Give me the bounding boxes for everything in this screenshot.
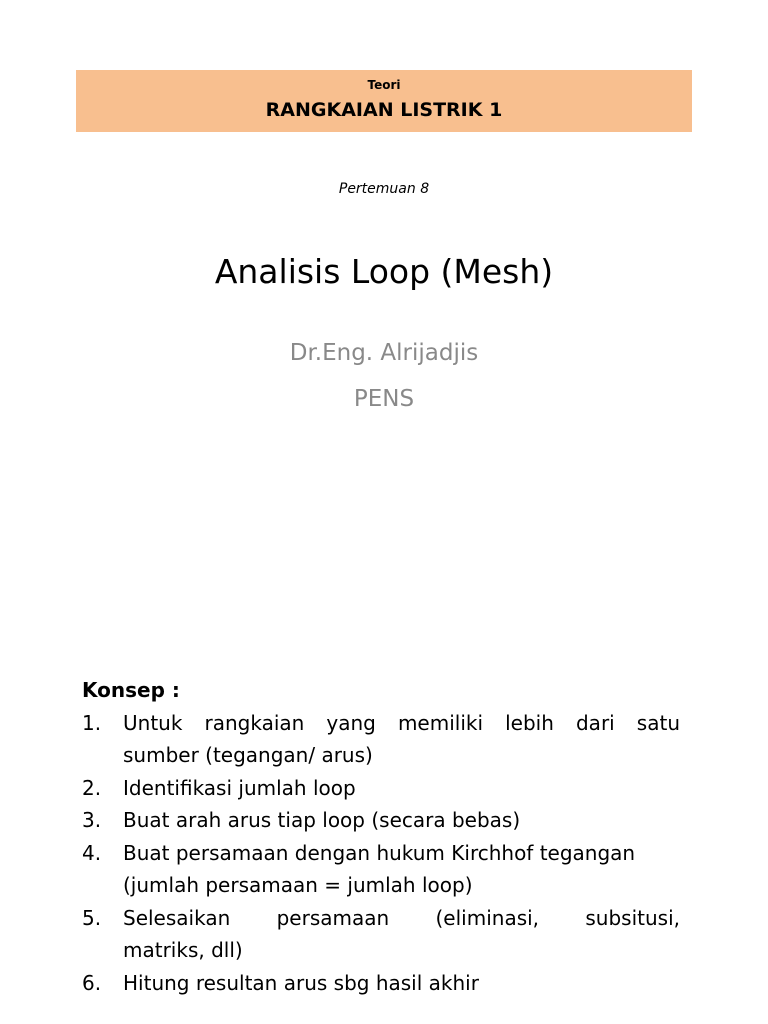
list-item-text <box>123 772 680 805</box>
list-item-line: Identifikasi jumlah loop <box>123 775 356 800</box>
header-title: RANGKAIAN LISTRIK 1 <box>265 99 503 121</box>
list-item-text <box>123 902 680 967</box>
list-item-line: sumber (tegangan/ arus) <box>123 743 373 767</box>
header-band <box>76 70 692 132</box>
list-item-number: 5. <box>82 905 102 930</box>
list-item <box>82 804 680 837</box>
concept-heading: Konsep : <box>82 678 180 702</box>
list-item-number: 6. <box>82 970 102 995</box>
list-item-text <box>123 967 680 1000</box>
concept-section <box>82 674 680 999</box>
list-item-line: (jumlah persamaan = jumlah loop) <box>123 873 473 897</box>
list-item-number: 3. <box>82 808 102 832</box>
list-item <box>82 772 680 805</box>
page-title: Analisis Loop (Mesh) <box>214 252 554 291</box>
list-item-line: Untuk rangkaian yang memiliki lebih dari satu <box>123 710 680 735</box>
list-item-line: Buat persamaan dengan hukum Kirchhof tegangan <box>123 840 636 865</box>
list-item-line: Buat arah arus tiap loop (secara bebas) <box>123 808 521 832</box>
header-subtitle: Teori <box>367 78 401 92</box>
institution-name: PENS <box>353 386 415 412</box>
list-item <box>82 967 680 1000</box>
list-item-text <box>123 707 680 772</box>
list-item <box>82 902 680 967</box>
author-name: Dr.Eng. Alrijadjis <box>289 340 479 366</box>
meeting-label: Pertemuan 8 <box>338 181 430 197</box>
concept-list <box>82 707 680 1000</box>
list-item <box>82 837 680 902</box>
list-item-text <box>123 837 680 902</box>
list-item-line: Selesaikan persamaan (eliminasi, subsitusi, <box>123 905 680 930</box>
list-item-number: 4. <box>82 840 102 865</box>
list-item-line: Hitung resultan arus sbg hasil akhir <box>123 970 479 995</box>
list-item-line: matriks, dll) <box>123 938 243 962</box>
list-item-text <box>123 804 680 837</box>
list-item <box>82 707 680 772</box>
list-item-number: 1. <box>82 710 102 735</box>
list-item-number: 2. <box>82 775 102 800</box>
